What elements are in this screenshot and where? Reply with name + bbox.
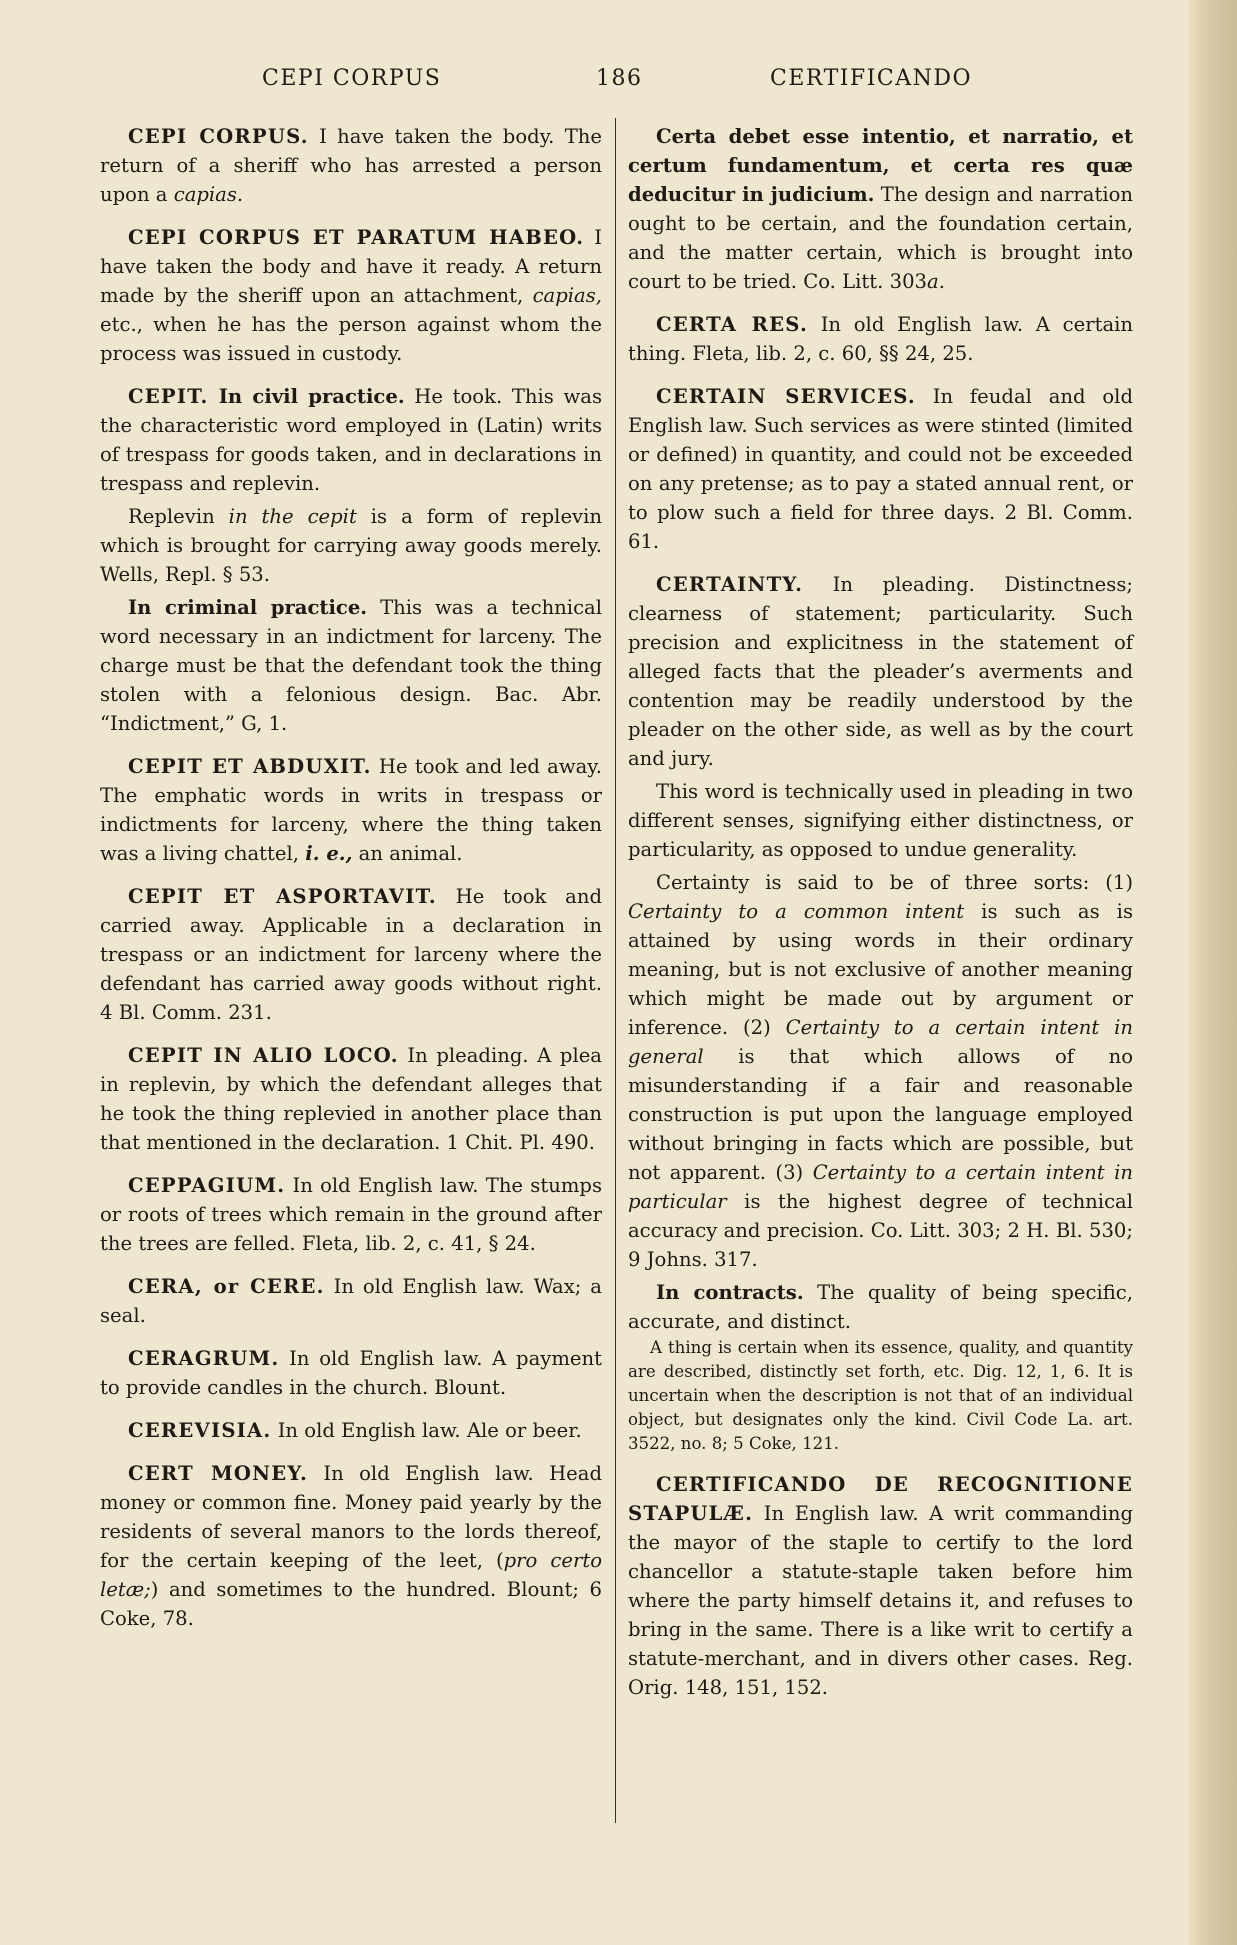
headword: CERAGRUM. — [128, 1347, 280, 1370]
entry-cepi-corpus — [100, 122, 602, 209]
italic-term: pro certo letæ; — [100, 1549, 602, 1601]
definition-tail: etc., when he has the person against whom the process was issued in custody. — [100, 313, 602, 365]
definition: In old English law. A payment to provide candles in the church. Blount. — [100, 1347, 602, 1399]
headword: CERTA RES. — [656, 313, 808, 336]
entry-cepi-corpus-et-paratum — [100, 223, 602, 368]
definition: He took. This was the characteristic word employed in (Latin) writs of trespass for goods taken, and in declarations in trespass and replevin. — [100, 385, 602, 495]
definition: is a form of replevin which is brought for carrying away goods merely. Wells, Repl. § 53. — [100, 505, 602, 586]
definition-tail: . — [236, 183, 244, 206]
definition: In English law. A writ commanding the mayor of the staple to certify to the lord chancellor a statute-staple taken before him where the party himself detains it, and refuses to bring in the same. There is a like writ to certify a statute-merchant, and in divers other cases. Reg. Orig. 148, 151, 152. — [628, 1502, 1133, 1699]
entry-certificando — [628, 1470, 1133, 1702]
entry-cepit-et-abduxit — [100, 752, 602, 868]
definition-tail: ) and sometimes to the hundred. Blount; 6 Coke, 78. — [100, 1578, 602, 1630]
entry-certa-res — [628, 310, 1133, 368]
definition: is such as is attained by using words in their ordinary meaning, but is not exclusive of another meaning which might be made out by argument or inference. (2) — [628, 900, 1134, 1039]
headword: CEPIT ET ABDUXIT. — [128, 755, 372, 778]
definition: Replevin — [128, 505, 229, 528]
headword: CEPPAGIUM. — [128, 1174, 286, 1197]
page-edge — [1189, 0, 1237, 1945]
headword: CERTIFICANDO DE RECOGNITIONE STAPULÆ. — [628, 1473, 1133, 1525]
italic-term: a — [927, 270, 939, 293]
subheading: In civil practice. — [208, 385, 405, 408]
italic-term: capias — [173, 183, 237, 206]
page-number: 186 — [596, 66, 643, 91]
entry-certain-services — [628, 382, 1133, 556]
definition: This word is technically used in pleading in two different senses, signifying either distinctness, or particularity, as opposed to undue generality. — [628, 780, 1133, 861]
entry-cepit-in-alio-loco — [100, 1041, 602, 1157]
definition: Certainty is said to be of three sorts: (1) — [656, 871, 1133, 894]
entry-ceppagium — [100, 1171, 602, 1258]
entry-certa-debet — [628, 122, 1133, 296]
definition-tail: an animal. — [352, 842, 463, 865]
column-divider — [615, 118, 616, 1823]
definition: In feudal and old English law. Such services as were stinted (limited or defined) in quantity, and could not be exceeded on any pretense; as to pay a stated annual rent, or to plow such a field for three days. 2 Bl. Comm. 61. — [628, 385, 1133, 553]
note-text: A thing is certain when its essence, quality, and quantity are described, distinctly set forth, etc. Dig. 12, 1, 6. It is uncertain when the description is not that of an individual object, but designates only the kind. Civil Code La. art. 3522, no. 8; 5 Coke, 121. — [628, 1338, 1133, 1453]
running-header — [0, 66, 1190, 98]
italic-term: Certainty to a certain intent in general — [628, 1016, 1133, 1068]
italic-term: in the cepit — [228, 505, 357, 528]
entry-cera — [100, 1272, 602, 1330]
headword: CEPIT IN ALIO LOCO. — [128, 1044, 399, 1067]
headword: CERT MONEY. — [128, 1462, 309, 1485]
headword: CEREVISIA. — [128, 1419, 272, 1442]
italic-term: i. e., — [305, 842, 353, 865]
entry-certainty — [628, 570, 1133, 1456]
definition: is that which allows of no misunderstanding if a fair and reasonable construction is put upon the language employed without bringing in facts which are possible, but not apparent. (3) — [628, 1045, 1133, 1184]
headword: CEPIT. — [128, 385, 209, 408]
italic-term: Certainty to a common intent — [628, 900, 965, 923]
definition: He took and led away. The emphatic words in writs in trespass or indictments for larceny, where the thing taken was a living chattel, — [100, 755, 602, 865]
maxim: Certa debet esse intentio, et narratio, et certum fundamentum, et certa res quæ deducitur in judicium. — [628, 125, 1133, 206]
entry-ceragrum — [100, 1344, 602, 1402]
definition: In old English law. The stumps or roots of trees which remain in the ground after the trees are felled. Fleta, lib. 2, c. 41, § 24. — [100, 1174, 602, 1255]
headword: CERA, or CERE. — [128, 1275, 325, 1298]
left-column — [100, 122, 602, 1647]
headword: CERTAINTY. — [656, 573, 804, 596]
definition: In pleading. A plea in replevin, by which the defendant alleges that he took the thing replevied in another place than that mentioned in the declaration. 1 Chit. Pl. 490. — [100, 1044, 602, 1154]
definition: The quality of being specific, accurate, and distinct. — [628, 1281, 1133, 1333]
definition: In old English law. Wax; a seal. — [100, 1275, 602, 1327]
headword: CEPIT ET ASPORTAVIT. — [128, 885, 437, 908]
definition: In old English law. Head money or common fine. Money paid yearly by the residents of several manors to the lords thereof, for the certain keeping of the leet, ( — [100, 1462, 602, 1572]
italic-term: capias, — [532, 284, 602, 307]
definition: I have taken the body. The return of a sheriff who has arrested a person upon a — [100, 125, 602, 206]
entry-cerevisia — [100, 1416, 602, 1445]
small-print-note — [628, 1336, 1133, 1456]
entry-cepit-et-asportavit — [100, 882, 602, 1027]
headword: CEPI CORPUS ET PARATUM HABEO. — [128, 226, 585, 249]
headword: CEPI CORPUS. — [128, 125, 309, 148]
header-right-guideword: CERTIFICANDO — [770, 66, 973, 91]
definition: In old English law. Ale or beer. — [271, 1419, 582, 1442]
definition: The design and narration ought to be certain, and the foundation certain, and the matter certain, which is brought into court to be tried. Co. Litt. 303 — [628, 183, 1134, 293]
entry-cert-money — [100, 1459, 602, 1633]
entry-cepit — [100, 382, 602, 738]
italic-term: Certainty to a certain intent in particular — [628, 1161, 1133, 1213]
definition: is the highest degree of technical accuracy and precision. Co. Litt. 303; 2 H. Bl. 530; 9 Johns. 317. — [628, 1190, 1133, 1271]
headword: CERTAIN SERVICES. — [656, 385, 916, 408]
header-left-guideword: CEPI CORPUS — [262, 66, 442, 91]
definition: He took and carried away. Applicable in a declaration in trespass or an indictment for larceny where the defendant has carried away goods without right. 4 Bl. Comm. 231. — [100, 885, 602, 1024]
definition: In old English law. A certain thing. Fleta, lib. 2, c. 60, §§ 24, 25. — [628, 313, 1134, 365]
subheading: In criminal practice. — [128, 596, 368, 619]
definition: I have taken the body and have it ready. A return made by the sheriff upon an attachment, — [100, 226, 603, 307]
definition: In pleading. Distinctness; clearness of statement; particularity. Such precision and explicitness in the statement of alleged facts that the pleader’s averments and contention may be readily understood by the pleader on the other side, as well as by the court and jury. — [628, 573, 1133, 770]
right-column — [628, 122, 1133, 1716]
subheading: In contracts. — [656, 1281, 804, 1304]
definition: This was a technical word necessary in an indictment for larceny. The charge must be that the defendant took the thing stolen with a felonious design. Bac. Abr. “Indictment,” G, 1. — [100, 596, 602, 735]
definition-tail: . — [938, 270, 945, 293]
